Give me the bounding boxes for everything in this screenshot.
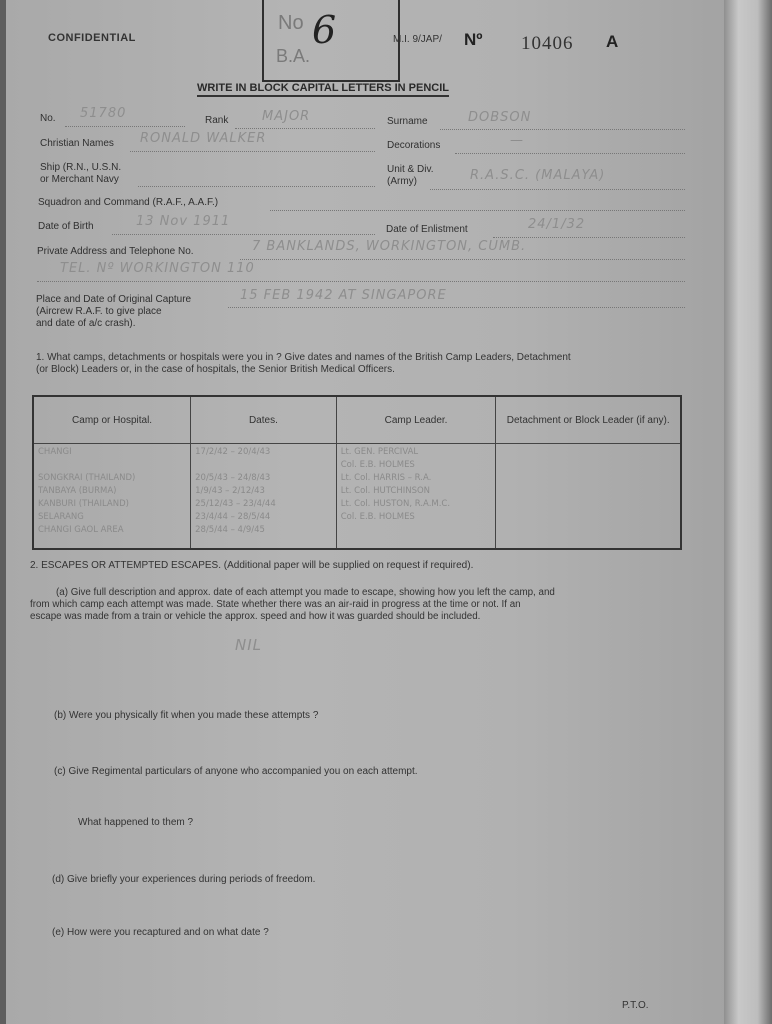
enlistment-line (493, 237, 685, 238)
stamp-no: No (278, 12, 304, 34)
leader-cell: Col. E.B. HOLMES (340, 460, 415, 470)
no-value: 51780 (80, 106, 127, 121)
pto-footer: P.T.O. (622, 1000, 649, 1011)
address-line (240, 259, 685, 260)
enlistment-value: 24/1/32 (528, 217, 586, 232)
leader-cell: Lt. GEN. PERCIVAL (340, 447, 419, 457)
ship-label-1: Ship (R.N., U.S.N. (40, 162, 122, 173)
ship-line (138, 186, 375, 187)
section2-title: 2. ESCAPES OR ATTEMPTED ESCAPES. (Additional paper will be supplied on request if required). (30, 560, 474, 571)
dates-cell: 25/12/43 – 23/4/44 (195, 499, 276, 509)
squadron-line (270, 210, 685, 211)
camps-table-body (33, 444, 681, 550)
section2-a-line3: escape was made from a train or vehicle the approx. speed and how it was guarded should be included. (30, 611, 481, 622)
number-label: Nº (464, 30, 483, 49)
camps-table (32, 395, 682, 550)
camps-column-detachment (496, 444, 681, 550)
page-edge (724, 0, 772, 1024)
camps-header-leader: Camp Leader. (336, 396, 496, 444)
camp-cell: SONGKRAI (THAILAND) (38, 473, 136, 483)
capture-label-2: (Aircrew R.A.F. to give place (36, 306, 162, 317)
leader-cell (341, 524, 493, 537)
form-code: M.I. 9/JAP/ (393, 34, 442, 45)
dob-line (112, 234, 375, 235)
section2-a-line2: from which camp each attempt was made. State whether there was an air-raid in progress at the time or not. If an (30, 599, 521, 610)
christian-names-line (130, 151, 375, 152)
capture-value: 15 FEB 1942 AT SINGAPORE (240, 288, 447, 303)
dates-cell: 28/5/44 – 4/9/45 (195, 525, 265, 535)
unit-label-1: Unit & Div. (387, 164, 434, 175)
office-stamp (262, 0, 400, 82)
leader-cell: Lt. Col. HUTCHINSON (340, 486, 431, 496)
decorations-line (455, 153, 685, 154)
camps-table-header (33, 396, 681, 444)
form-number: 10406 (521, 33, 574, 54)
section2-c-sub: What happened to them ? (78, 817, 194, 828)
camps-column-dates (191, 444, 337, 550)
section2-a-line1: (a) Give full description and approx. date of each attempt you made to escape, showing how you left the camp, and (56, 587, 555, 598)
camp-cell (38, 459, 187, 472)
camps-column-leader (336, 444, 496, 550)
surname-value: DOBSON (468, 110, 532, 125)
address-line-2 (37, 281, 685, 282)
unit-label-2: (Army) (387, 176, 417, 187)
section2-c: (c) Give Regimental particulars of anyone who accompanied you on each attempt. (54, 766, 418, 777)
unit-value: R.A.S.C. (MALAYA) (470, 168, 606, 183)
detachment-cell (500, 446, 677, 459)
section2-e: (e) How were you recaptured and on what date ? (52, 927, 269, 938)
classification-mark: CONFIDENTIAL (48, 32, 136, 44)
rank-value: MAJOR (262, 109, 311, 124)
section2-d: (d) Give briefly your experiences during periods of freedom. (52, 874, 316, 885)
section1-question-line2: (or Block) Leaders or, in the case of hospitals, the Senior British Medical Officers. (36, 364, 395, 375)
enlistment-label: Date of Enlistment (386, 224, 468, 235)
leader-cell: Col. E.B. HOLMES (340, 512, 415, 522)
camps-header-camp: Camp or Hospital. (33, 396, 191, 444)
dob-value: 13 Nov 1911 (136, 214, 231, 229)
no-label: No. (40, 113, 56, 124)
decorations-label: Decorations (387, 140, 441, 151)
camp-cell: TANBAYA (BURMA) (38, 486, 117, 496)
unit-line (430, 189, 685, 190)
address-value-2: TEL. Nº WORKINGTON 110 (60, 261, 255, 276)
camp-cell: SELARANG (38, 512, 84, 522)
ship-label-2: or Merchant Navy (40, 174, 119, 185)
address-label: Private Address and Telephone No. (37, 246, 194, 257)
dates-cell (195, 459, 333, 472)
camps-header-detachment: Detachment or Block Leader (if any). (496, 396, 681, 444)
christian-names-value: RONALD WALKER (140, 131, 267, 146)
dob-label: Date of Birth (38, 221, 94, 232)
dates-cell: 1/9/43 – 2/12/43 (195, 486, 265, 496)
leader-cell: Lt. Col. HARRIS – R.A. (340, 473, 432, 483)
section1-question-line1: 1. What camps, detachments or hospitals were you in ? Give dates and names of the British Camp Leaders, Detachment (36, 352, 571, 363)
capture-label-3: and date of a/c crash). (36, 318, 136, 329)
section2-b: (b) Were you physically fit when you made these attempts ? (54, 710, 319, 721)
camp-cell: CHANGI GAOL AREA (38, 525, 124, 535)
instruction-heading: WRITE IN BLOCK CAPITAL LETTERS IN PENCIL (197, 82, 449, 97)
stamp-number: 6 (312, 8, 337, 52)
capture-label-1: Place and Date of Original Capture (36, 294, 192, 305)
form-suffix: A (606, 32, 619, 51)
dates-cell: 23/4/44 – 28/5/44 (195, 512, 271, 522)
capture-line (228, 307, 685, 308)
squadron-label: Squadron and Command (R.A.F., A.A.F.) (38, 197, 219, 208)
stamp-sub: B.A. (276, 46, 311, 66)
rank-line (235, 128, 375, 129)
dates-cell: 17/2/42 – 20/4/43 (195, 447, 271, 457)
christian-names-label: Christian Names (40, 138, 114, 149)
camps-header-dates: Dates. (191, 396, 337, 444)
leader-cell: Lt. Col. HUSTON, R.A.M.C. (340, 499, 451, 509)
surname-line (440, 129, 685, 130)
camp-cell: CHANGI (38, 447, 72, 457)
no-line (65, 126, 185, 127)
dates-cell: 20/5/43 – 24/8/43 (195, 473, 271, 483)
section2-a-answer: NIL (235, 636, 263, 654)
camp-cell: KANBURI (THAILAND) (38, 499, 129, 509)
surname-label: Surname (387, 116, 428, 127)
decorations-value: — (510, 133, 524, 148)
rank-label: Rank (205, 115, 229, 126)
address-value: 7 BANKLANDS, WORKINGTON, CUMB. (252, 239, 527, 254)
camps-column-camp (33, 444, 191, 550)
